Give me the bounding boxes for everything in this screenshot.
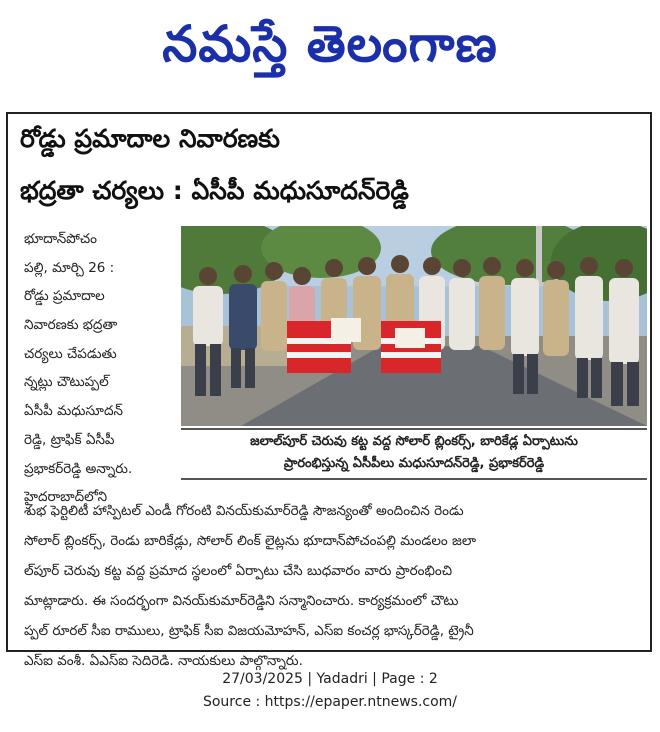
body-line: శుభ ఫెర్టిలిటీ హాస్పిటల్ ఎండీ గోరంటి వినయ్‌కుమార్‌రెడ్డి సౌజన్యంతో అందించిన రెండు: [24, 503, 464, 519]
photo-caption: [181, 428, 647, 480]
headline-line-1: రోడ్డు ప్రమాదాల నివారణకు: [20, 124, 280, 153]
body-line: సోలార్ బ్లింకర్స్, రెండు బారికేడ్లు, సోలార్ లింక్ లైట్లను భూదాన్‌పోచంపల్లి మండలం జలా: [24, 533, 477, 549]
article-body: [24, 496, 644, 676]
column-line: రెడ్డి, ట్రాఫిక్ ఏసీపీ: [24, 431, 115, 448]
column-line: న్నట్లు చౌటుప్పల్: [24, 374, 109, 391]
news-photo: [181, 226, 647, 426]
body-line: ల్‌పూర్ చెరువు కట్ట వద్ద ప్రమాద స్థలంలో ఏర్పాటు చేసి బుధవారం వారు ప్రారంభించి: [24, 563, 453, 579]
column-line: రోడ్డు ప్రమాదాల: [24, 288, 105, 305]
edition-info: 27/03/2025 | Yadadri | Page : 2: [222, 671, 438, 687]
photo-illustration: [181, 226, 647, 426]
headline-line-2: భద్రతా చర్యలు : ఏసీపీ మధుసూదన్‌రెడ్డి: [20, 176, 409, 205]
body-line: ప్పల్ రూరల్ సీఐ రాములు, ట్రాఫిక్ సీఐ విజయమోహన్, ఎస్‌ఐ కంచర్ల భాస్కర్‌రెడ్డి, ట్రైనీ: [24, 623, 474, 639]
caption-line-2: ప్రారంభిస్తున్న ఏసీపీలు మధుసూదన్‌రెడ్డి, ప్రభాకర్‌రెడ్డి: [283, 456, 545, 471]
source-link[interactable]: Source : https://epaper.ntnews.com/: [202, 694, 458, 710]
column-line: ఏసీపీ మధుసూదన్: [24, 403, 123, 420]
body-line: మాట్లాడారు. ఈ సందర్భంగా వినయ్‌కుమార్‌రెడ్డిని సన్మానించారు. కార్యక్రమంలో చౌటు: [24, 593, 459, 609]
column-line: ప్రభాకర్‌రెడ్డి అన్నారు.: [24, 460, 133, 477]
article-column-text: [24, 225, 172, 512]
newspaper-logo: నమస్తే తెలంగాణ: [162, 14, 498, 73]
column-line: నివారణకు భద్రతా: [24, 317, 118, 334]
column-line: హైదరాబాద్‌లోని: [24, 489, 108, 506]
caption-line-1: జలాల్‌పూర్ చెరువు కట్ట వద్ద సోలార్ బ్లింకర్స్, బారికేడ్ల ఏర్పాటును: [250, 434, 578, 449]
column-line: పల్లి, మార్చి 26 :: [24, 259, 115, 276]
masthead: [0, 0, 660, 100]
column-line: భూదాన్‌పోచం: [24, 231, 98, 247]
column-line: చర్యలు చేపడుతు: [24, 345, 117, 362]
body-line: ఎస్‌ఐ వంశీ. ఏఎస్‌ఐ సెదిరెడి. నాయకులు పాల్గొన్నారు.: [24, 653, 303, 669]
